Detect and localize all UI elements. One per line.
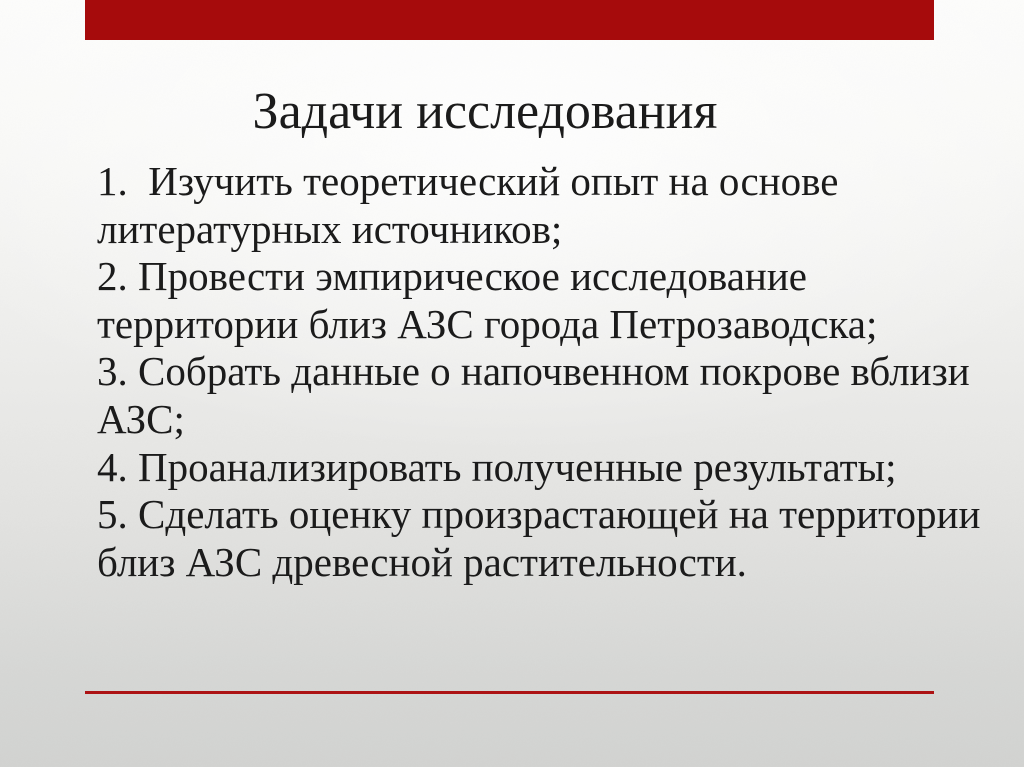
body-line: 3. Собрать данные о напочвенном покрове вблизи [97, 348, 970, 395]
body-line: 4. Проанализировать полученные результаты; [97, 443, 897, 490]
slide-title: Задачи исследования [252, 83, 718, 140]
body-line: АЗС; [97, 395, 185, 442]
body-line: 1. Изучить теоретический опыт на основе [97, 158, 839, 204]
divider-line [85, 691, 934, 694]
body-line: 2. Провести эмпирическое исследование [97, 253, 807, 300]
accent-top-bar [85, 0, 934, 40]
body-line: 5. Сделать оценку произрастающей на территории [97, 491, 981, 538]
body-text [97, 158, 981, 586]
body-line: территории близ АЗС города Петрозаводска; [97, 300, 878, 347]
body-line: литературных источников; [97, 205, 563, 252]
body-line: близ АЗС древесной растительности. [97, 538, 747, 585]
